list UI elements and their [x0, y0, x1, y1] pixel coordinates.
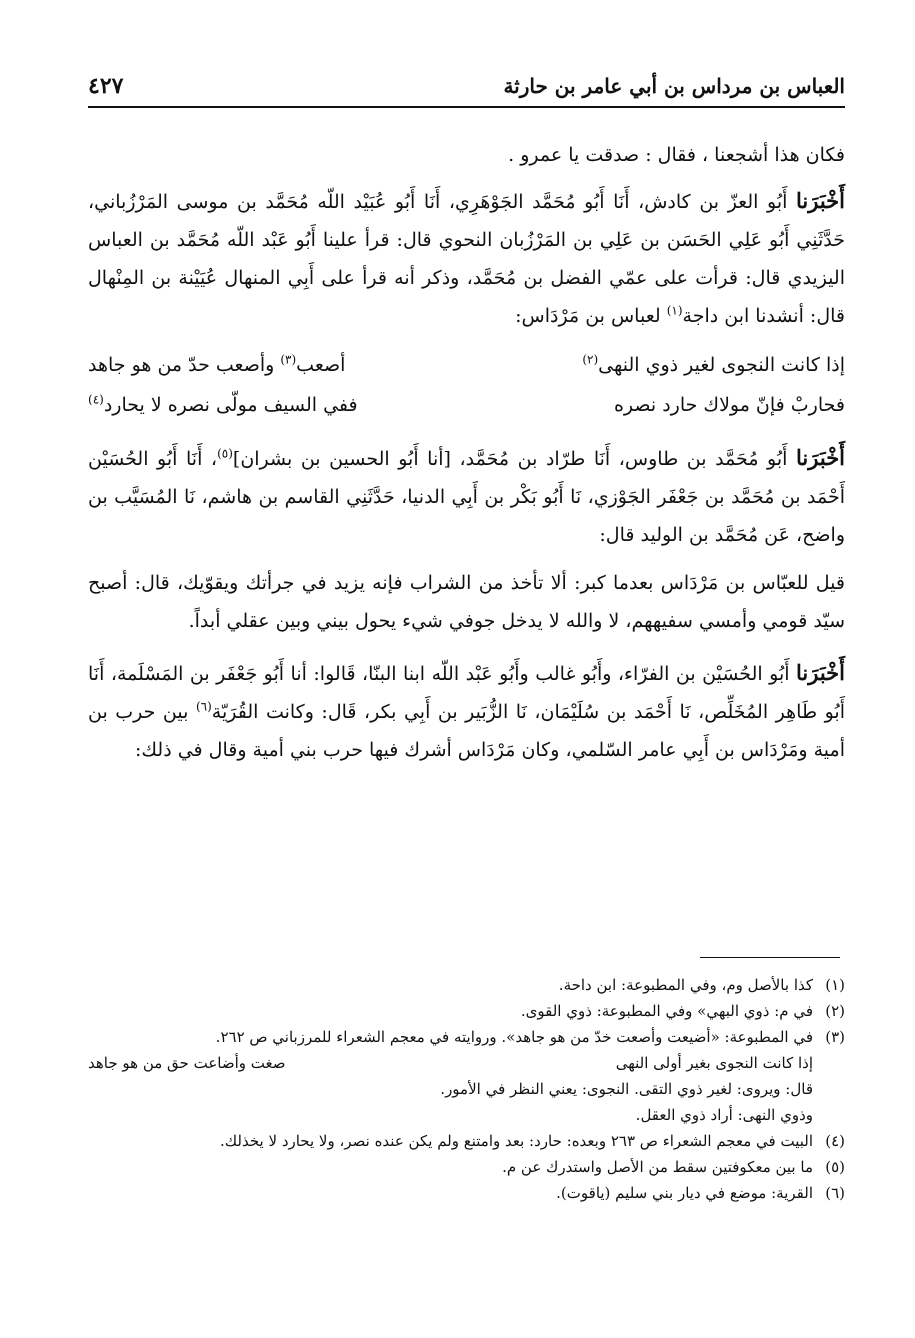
footnote-5: (٥) ما بين معكوفتين سقط من الأصل واستدرك عن م.	[502, 1158, 845, 1176]
hemistich-second: أصعب$^{(٣)}$ وأصعب حدّ من هو جاهد	[88, 352, 346, 376]
footnote-6: (٦) القرية: موضع في ديار بني سليم (ياقوت).	[556, 1184, 845, 1202]
poem	[88, 345, 845, 425]
footnote-ref-1[interactable]: (١)	[666, 303, 683, 318]
page-number: ٤٢٧	[88, 73, 124, 99]
running-header	[88, 66, 845, 108]
opening-line: فكان هذا أشجعنا ، فقال : صدقت يا عمرو .	[508, 144, 845, 166]
verse-line	[88, 385, 845, 425]
footnote-1: (١) كذا بالأصل وم، وفي المطبوعة: ابن داحة.	[558, 976, 845, 994]
footnote-2: (٢) في م: ذوي البهي» وفي المطبوعة: ذوي القوى.	[520, 1002, 845, 1020]
footnote-3-note: قال: ويروى: لغير ذوي التقى. النجوى: يعني النظر في الأمور.	[440, 1080, 813, 1098]
akhbarana-keyword: أَخْبَرَنا	[796, 188, 845, 213]
footnote-3: (٣) في المطبوعة: «أضيعت وأصعت خدّ من هو جاهد». وروايته في معجم الشعراء للمرزباني ص ٢٦٢.	[215, 1028, 845, 1046]
footnote-4: (٤) البيت في معجم الشعراء ص ٢٦٣ وبعده: حارد: بعد وامتنع ولم يكن عنده نصر، ولا يحارد لا يخذلك.	[220, 1132, 845, 1150]
footnote-ref-2[interactable]: (٢)	[582, 352, 599, 367]
paragraph-isnad-2: أَخْبَرَنا أَبُو مُحَمَّد بن طاوس، أَنَا طرّاد بن مُحَمَّد، [أنا أَبُو الحسين بن بشران]$^{(٥)}$، أَنَا أَبُو الحُسَيْن أَحْمَد بن مُحَمَّد بن جَعْفَر الجَوْزي، نَا أَبُو بَكْر بن أَبِي الدنيا، حَدَّثَنِي القاسم بن هاشم، نَا المُسَيَّب بن واضح، عَن مُحَمَّد بن الوليد قال:	[88, 445, 846, 546]
footnote-separator	[700, 957, 840, 958]
verse-line	[88, 345, 845, 385]
akhbarana-keyword: أَخْبَرَنا	[796, 445, 846, 470]
paragraph-isnad-1: أَخْبَرَنا أَبُو العزّ بن كادش، أَنَا أَبُو مُحَمَّد الجَوْهَرِي، أَنَا أَبُو عُبَيْد اللّه مُحَمَّد بن موسى المَرْزُباني، حَدَّثَنِي أَبُو عَلِي الحَسَن بن عَلِي بن المَرْزُبان النحوي قال: قرأ علينا أَبُو عَبْد اللّه مُحَمَّد بن العباس اليزيدي قال: قرأت على عمّي الفضل بن مُحَمَّد، وذكر أنه قرأ على أَبِي المنهال عُيَيْنة بن المِنْهال قال: أنشدنا ابن داجة$^{(١)}$ لعباس بن مَرْدَاس:	[88, 188, 845, 327]
footnote-ref-5[interactable]: (٥)	[217, 446, 233, 461]
paragraph-isnad-3: أَخْبَرَنا أَبُو الحُسَيْن بن الفرّاء، وأَبُو غالب وأَبُو عَبْد اللّه ابنا البنّا، قَالوا: أنا أَبُو جَعْفَر بن المَسْلَمة، أَنَا أَبُو طَاهِر المُخَلِّص، نَا أَحْمَد بن سُلَيْمَان، نَا الزُّبَير بن أَبِي بكر، قَال: وكانت القُرَيّة$^{(٦)}$ بين حرب بن أمية ومَرْدَاس بن أَبِي عامر السّلمي، وكان مَرْدَاس أشرك فيها حرب بني أمية وقال في ذلك:	[88, 660, 845, 761]
akhbarana-keyword: أَخْبَرَنا	[796, 660, 845, 685]
running-title: العباس بن مرداس بن أبي عامر بن حارثة	[503, 74, 845, 98]
footnote-ref-4[interactable]: (٤)	[88, 392, 104, 407]
paragraph-narration: قيل للعبّاس بن مَرْدَاس بعدما كبر: ألا تأخذ من الشراب فإنه يزيد في جرأتك ويقوّيك، قال: أصبح سيّد قومي وأمسي سفيههم، لا والله لا يدخل جوفي شيء يحول بيني وبين عقلي أبداً.	[88, 572, 845, 632]
hemistich-first: إذا كانت النجوى لغير ذوي النهى$^{(٢)}$	[582, 352, 845, 376]
hemistich-first: فحاربْ فإنّ مولاك حارد نصره	[613, 394, 845, 416]
main-text	[88, 136, 845, 769]
footnote-ref-6[interactable]: (٦)	[195, 699, 212, 714]
footnotes	[88, 972, 845, 1206]
footnote-3-verse: إذا كانت النجوى بغير أولى النهى صغت وأضاعت حق من هو جاهد	[88, 1054, 813, 1072]
footnote-3-note: وذوي النهى: أراد ذوي العقل.	[635, 1106, 813, 1124]
hemistich-second: ففي السيف مولّى نصره لا يحارد$^{(٤)}$	[88, 392, 358, 416]
footnote-ref-3[interactable]: (٣)	[280, 352, 297, 367]
